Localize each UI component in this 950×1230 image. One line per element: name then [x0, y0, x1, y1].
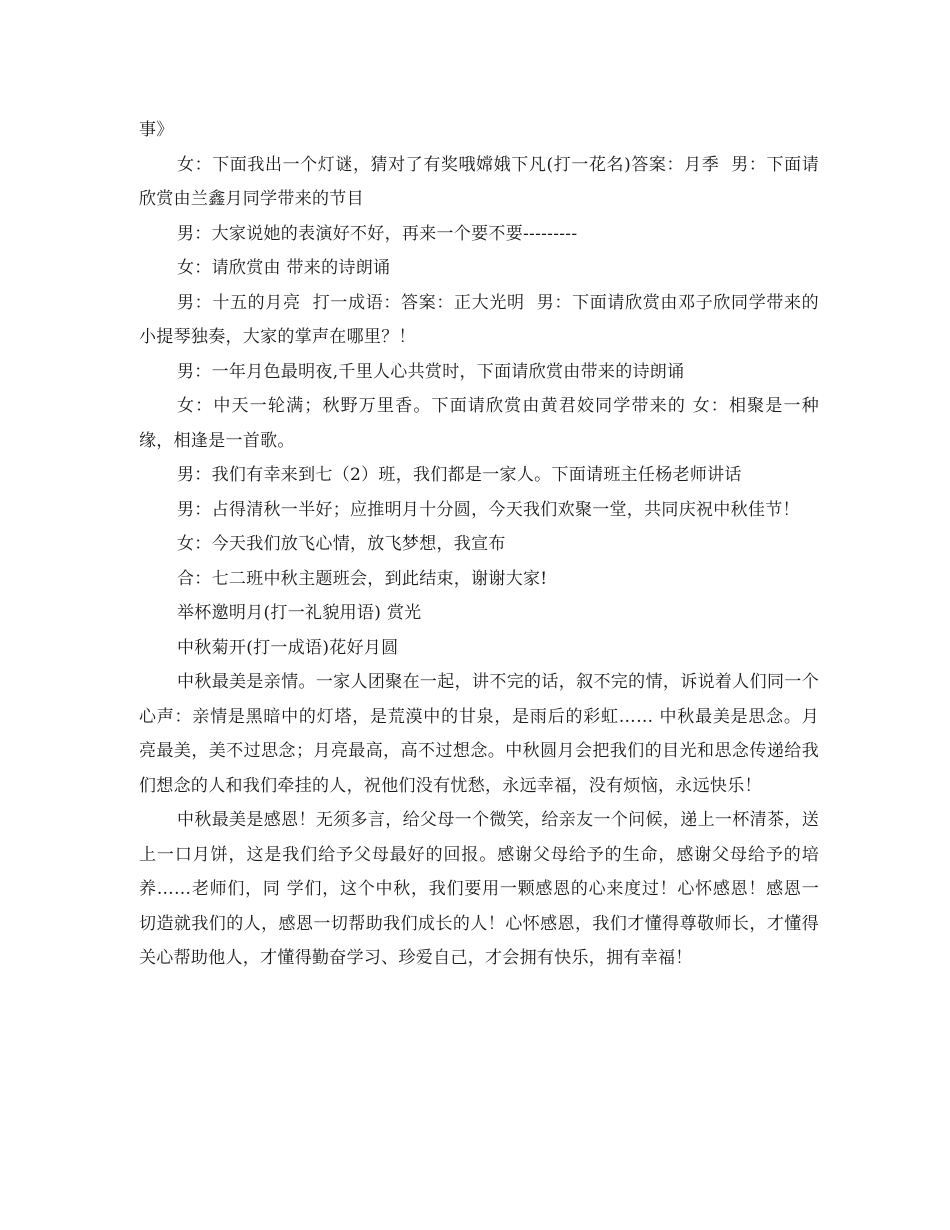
- paragraph: 中秋最美是感恩！无须多言，给父母一个微笑，给亲友一个问候，递上一杯清茶，送上一口月饼，这是我们给予父母最好的回报。感谢父母给予的生命，感谢父母给予的培养……老师们，同 学们，这个中秋，我们要用一颗感恩的心来度过！心怀感恩！感恩一切造就我们的人，感恩一切帮助我们成长的人！心怀感恩，我们才懂得尊敬师长，才懂得关心帮助他人，才懂得勤奋学习、珍爱自己，才会拥有快乐，拥有幸福！: [139, 810, 819, 968]
- paragraph: 事》: [139, 120, 174, 140]
- document-body: [139, 113, 819, 976]
- paragraph: 女：下面我出一个灯谜，猜对了有奖哦嫦娥下凡(打一花名)答案：月季 男：下面请欣赏由兰鑫月同学带来的节目: [139, 154, 819, 209]
- paragraph: 中秋最美是亲情。一家人团聚在一起，讲不完的话，叙不完的情，诉说着人们同一个心声：亲情是黑暗中的灯塔，是荒漠中的甘泉，是雨后的彩虹…… 中秋最美是思念。月亮最美，美不过思念；月亮最高，高不过想念。中秋圆月会把我们的目光和思念传递给我们想念的人和我们牵挂的人，祝他们没有忧愁，永远幸福，没有烦恼，永远快乐！: [139, 672, 819, 796]
- paragraph: 男：十五的月亮 打一成语：答案：正大光明 男：下面请欣赏由邓子欣同学带来的小提琴独奏，大家的掌声在哪里？！: [139, 292, 819, 347]
- paragraph: 中秋菊开(打一成语)花好月圆: [177, 637, 399, 658]
- paragraph: 男：一年月色最明夜,千里人心共赏时，下面请欣赏由带来的诗朗诵: [177, 361, 685, 382]
- paragraph: 女：请欣赏由 带来的诗朗诵: [177, 258, 391, 278]
- paragraph: 举杯邀明月(打一礼貌用语) 赏光: [177, 603, 422, 623]
- paragraph: 男：大家说她的表演好不好，再来一个要不要---------: [177, 223, 578, 244]
- paragraph: 合：七二班中秋主题班会，到此结束，谢谢大家!: [177, 568, 548, 589]
- paragraph: 女：今天我们放飞心情，放飞梦想，我宣布: [177, 534, 506, 554]
- paragraph: 女：中天一轮满；秋野万里香。下面请欣赏由黄君姣同学带来的 女：相聚是一种缘，相逢是一首歌。: [139, 396, 819, 451]
- paragraph: 男：占得清秋一半好；应推明月十分圆，今天我们欢聚一堂，共同庆祝中秋佳节！: [177, 499, 800, 520]
- paragraph: 男：我们有幸来到七（2）班，我们都是一家人。下面请班主任杨老师讲话: [177, 465, 742, 485]
